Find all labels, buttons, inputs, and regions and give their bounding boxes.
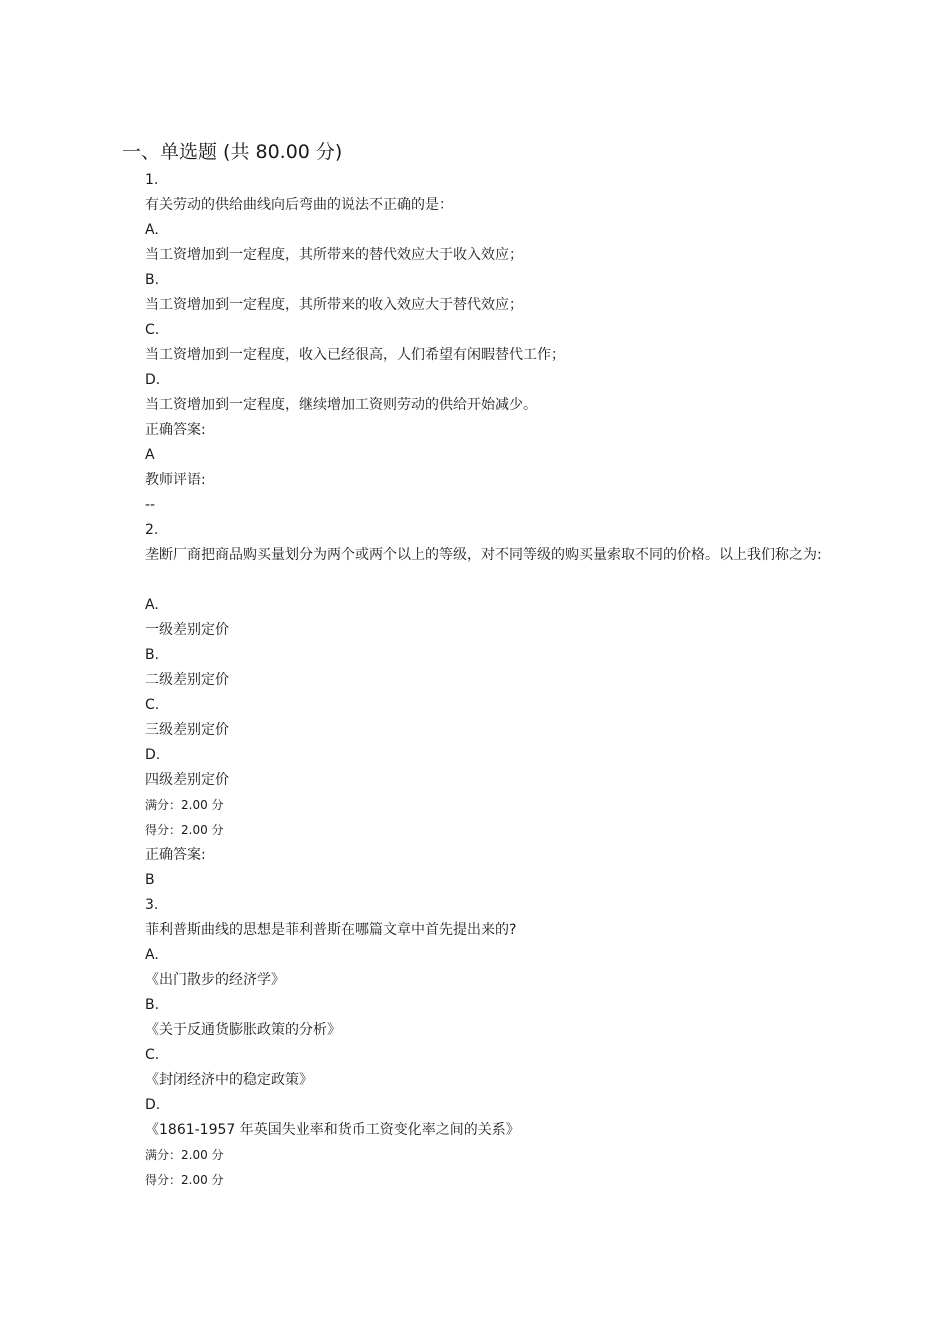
score: 得分：2.00 分 (145, 823, 224, 837)
question-2 (145, 518, 825, 893)
question-number: 1. (145, 172, 159, 188)
option-text: 《封闭经济中的稳定政策》 (145, 1072, 313, 1088)
option-letter: D. (145, 372, 161, 388)
option-letter: A. (145, 222, 159, 238)
option-text: 当工资增加到一定程度，其所带来的替代效应大于收入效应； (145, 247, 523, 263)
question-1 (145, 168, 825, 518)
question-list (145, 168, 825, 1193)
answer-label: 正确答案: (145, 422, 206, 438)
option-letter: C. (145, 1047, 160, 1063)
question-stem: 菲利普斯曲线的思想是菲利普斯在哪篇文章中首先提出来的? (145, 922, 517, 938)
option-letter: B. (145, 272, 160, 288)
blank-line (145, 568, 825, 593)
option-letter: D. (145, 747, 161, 763)
section-title: 一、单选题 (共 80.00 分) (122, 141, 343, 163)
option-text: 当工资增加到一定程度，收入已经很高，人们希望有闲暇替代工作； (145, 347, 565, 363)
option-letter: C. (145, 697, 160, 713)
option-text: 当工资增加到一定程度，其所带来的收入效应大于替代效应； (145, 297, 523, 313)
option-text: 当工资增加到一定程度，继续增加工资则劳动的供给开始减少。 (145, 397, 537, 413)
question-stem: 有关劳动的供给曲线向后弯曲的说法不正确的是： (145, 197, 453, 213)
option-text: 二级差别定价 (145, 672, 229, 688)
option-letter: C. (145, 322, 160, 338)
full-score: 满分：2.00 分 (145, 1148, 224, 1162)
option-letter: B. (145, 997, 160, 1013)
option-text: 四级差别定价 (145, 772, 229, 788)
answer-value: A (145, 447, 155, 463)
option-text: 《关于反通货膨胀政策的分析》 (145, 1022, 341, 1038)
comment-label: 教师评语: (145, 472, 206, 488)
option-letter: D. (145, 1097, 161, 1113)
option-letter: B. (145, 647, 160, 663)
option-text: 一级差别定价 (145, 622, 229, 638)
question-number: 2. (145, 522, 159, 538)
comment-value: -- (145, 497, 156, 513)
option-text: 《1861-1957 年英国失业率和货币工资变化率之间的关系》 (145, 1122, 520, 1138)
option-text: 三级差别定价 (145, 722, 229, 738)
question-3 (145, 893, 825, 1193)
option-letter: A. (145, 947, 159, 963)
option-letter: A. (145, 597, 159, 613)
question-stem: 垄断厂商把商品购买量划分为两个或两个以上的等级，对不同等级的购买量索取不同的价格。以上我们称之为: (145, 547, 822, 563)
answer-label: 正确答案: (145, 847, 206, 863)
full-score: 满分：2.00 分 (145, 798, 224, 812)
option-text: 《出门散步的经济学》 (145, 972, 285, 988)
answer-value: B (145, 872, 155, 888)
score: 得分：2.00 分 (145, 1173, 224, 1187)
question-number: 3. (145, 897, 159, 913)
